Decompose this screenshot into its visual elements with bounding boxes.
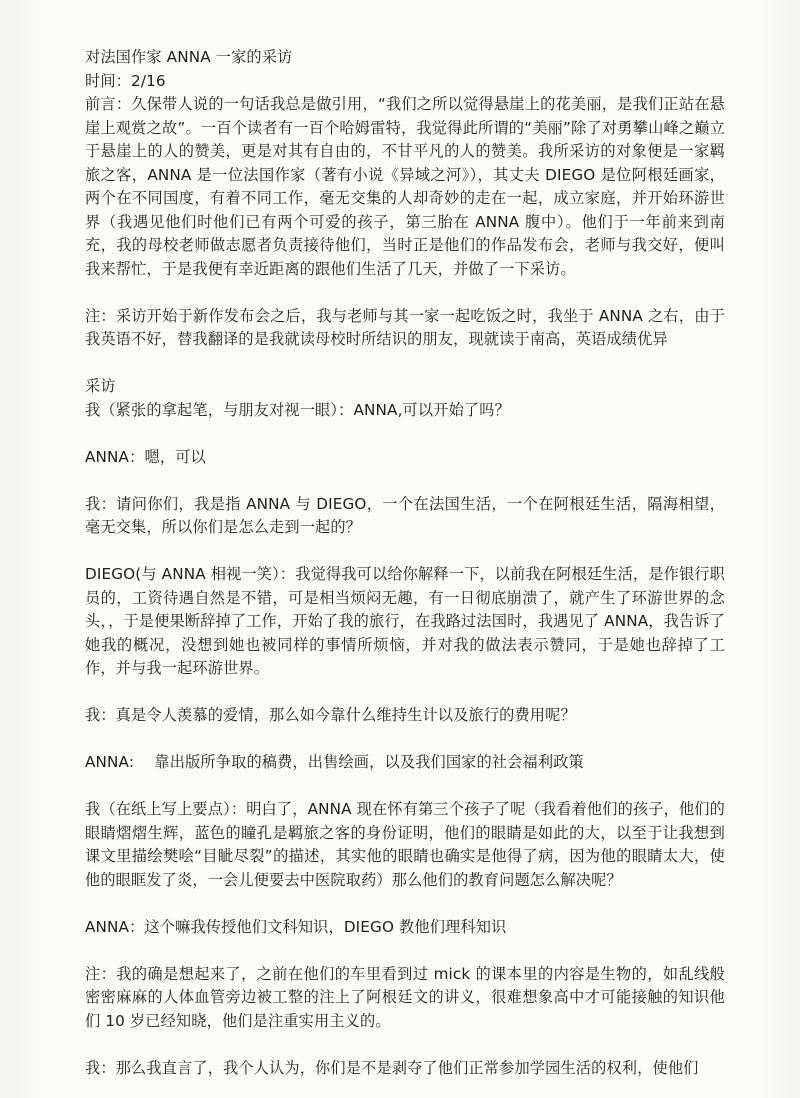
- interview-question: 我：请问你们，我是指 ANNA 与 DIEGO，一个在法国生活，一个在阿根廷生活，隔海相望，毫无交集，所以你们是怎么走到一起的？: [85, 494, 725, 536]
- interview-answer: ANNA：嗯，可以: [85, 447, 206, 466]
- interview-question: 我：那么我直言了，我个人认为，你们是不是剥夺了他们正常参加学园生活的权利，使他们: [85, 1058, 699, 1077]
- interview-question: 我（在纸上写上要点）：明白了，ANNA 现在怀有第三个孩子了呢（我看着他们的孩子，他们的眼睛熠熠生辉，蓝色的瞳孔是羁旅之客的身份证明，他们的眼睛是如此的大，以至于让我想到课文里描绘樊哙“目眦尽裂”的描述，其实他的眼睛也确实是他得了病，因为他的眼睛太大，使他的眼眶发了炎，一会儿便要去中医院取药）那么他们的教育问题怎么解决呢？: [85, 800, 725, 889]
- interview-question: 我（紧张的拿起笔，与朋友对视一眼）：ANNA,可以开始了吗？: [85, 400, 510, 419]
- document-title: 对法国作家 ANNA 一家的采访: [85, 48, 293, 66]
- preface-paragraph: 前言：久保带人说的一句话我总是做引用，“我们之所以觉得悬崖上的花美丽，是我们正站在悬崖上观赏之故”。一百个读者有一百个哈姆雷特，我觉得此所谓的“美丽”除了对勇攀山峰之巅立于悬崖上的人的赞美，更是对其有自由的，不甘平凡的人的赞美。我所采访的对象便是一家羁旅之客，ANNA 是一位法国作家（著有小说《异域之河》），其丈夫 DIEGO 是位阿根廷画家，两个在不同国度，有着不同工作，毫无交集的人却奇妙的走在一起，成立家庭，并开始环游世界（我遇见他们时他们已有两个可爱的孩子，第三胎在 ANNA 腹中）。他们于一年前来到南充，我的母校老师做志愿者负责接待他们，当时正是他们的作品发布会，老师与我交好，便叫我来帮忙，于是我便有幸近距离的跟他们生活了几天，并做了一下采访。: [85, 95, 725, 278]
- note-paragraph: 注：我的确是想起来了，之前在他们的车里看到过 mick 的课本里的内容是生物的，如乱线般密密麻麻的人体血管旁边被工整的注上了阿根廷文的讲义，很难想象高中才可能接触的知识他们 10 岁已经知晓，他们是注重实用主义的。: [85, 964, 725, 1030]
- interview-answer: DIEGO(与 ANNA 相视一笑）：我觉得我可以给你解释一下，以前我在阿根廷生活，是作银行职员的，工资待遇自然是不错，可是相当烦闷无趣，有一日彻底崩溃了，就产生了环游世界的念头，，于是便果断辞掉了工作，开始了我的旅行，在我路过法国时，我遇见了 ANNA，我告诉了她我的概况，没想到她也被同样的事情所烦恼，并对我的做法表示赞同，于是她也辞掉了工作，并与我一起环游世界。: [85, 565, 725, 677]
- interview-question: 我：真是令人羡慕的爱情，那么如今靠什么维持生计以及旅行的费用呢？: [85, 706, 576, 724]
- date-line: 时间：2/16: [85, 71, 166, 90]
- interview-answer: ANNA：这个嘛我传授他们文科知识，DIEGO 教他们理科知识: [85, 917, 507, 936]
- section-heading: 采访: [85, 377, 116, 395]
- note-paragraph: 注：采访开始于新作发布会之后，我与老师与其一家一起吃饭之时，我坐于 ANNA 之右，由于我英语不好，替我翻译的是我就读母校时所结识的朋友，现就读于南高，英语成绩优异: [85, 306, 725, 348]
- document-body: [85, 46, 725, 1080]
- interview-answer: ANNA: 靠出版所争取的稿费，出售绘画，以及我们国家的社会福利政策: [85, 753, 584, 771]
